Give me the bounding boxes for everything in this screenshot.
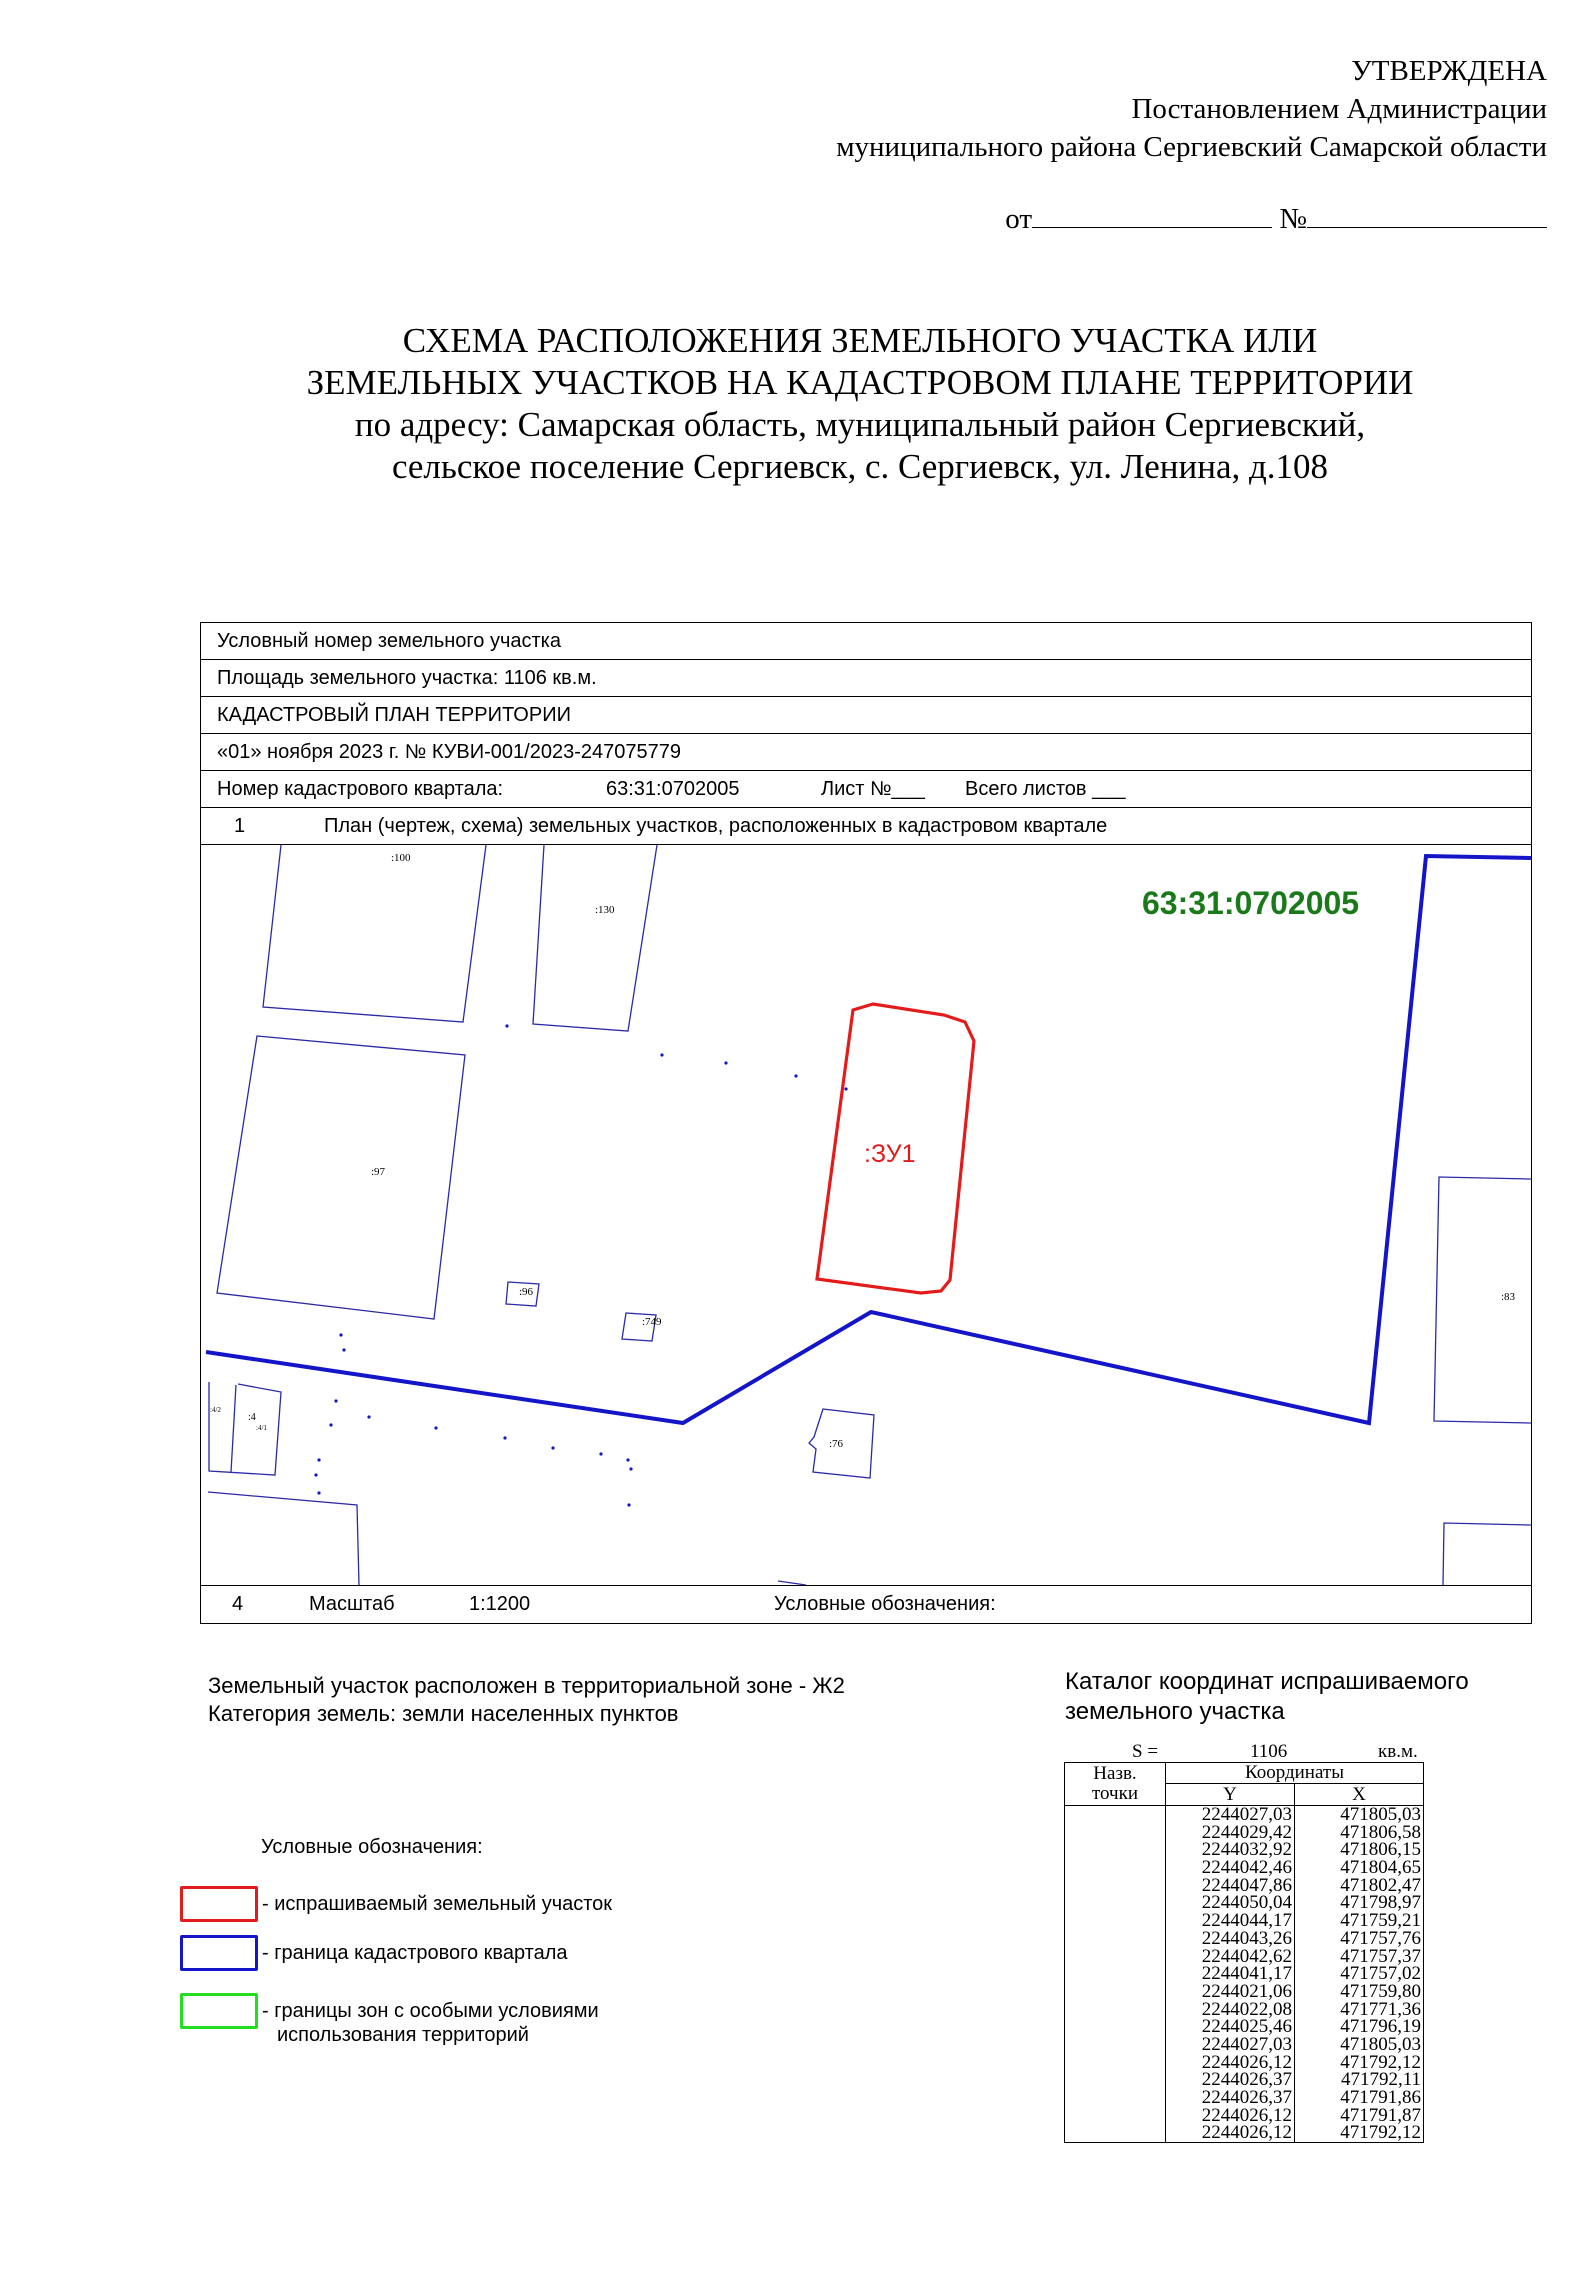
catalog-cell-x: 471798,97	[1340, 1892, 1421, 1914]
catalog-row	[1166, 1980, 1423, 2002]
catalog-cell-x: 471792,11	[1340, 2069, 1421, 2091]
catalog-cell-x: 471802,47	[1340, 1874, 1421, 1896]
catalog-point-names-column	[1065, 1806, 1166, 2142]
catalog-title-line-1: Каталог координат испрашиваемого	[1065, 1668, 1469, 1695]
zone-info-line-2: Категория земель: земли населенных пунктов	[208, 1701, 679, 1726]
plot-label: :ЗУ1	[864, 1140, 916, 1168]
parcel-83	[1434, 1177, 1531, 1423]
catalog-cell-y: 2244032,92	[1166, 1841, 1295, 1859]
date-prefix: от	[1005, 203, 1033, 235]
catalog-cell-x: 471806,15	[1340, 1839, 1421, 1861]
legend-title: Условные обозначения:	[261, 1836, 483, 1858]
catalog-col-point-line-1: Назв.	[1093, 1763, 1137, 1784]
quarter-number-label-map: 63:31:0702005	[1142, 885, 1360, 921]
catalog-row	[1166, 2124, 1423, 2142]
plot-number-row: Условный номер земельного участка	[201, 623, 1531, 660]
catalog-cell-x: 471806,58	[1340, 1821, 1421, 1843]
parcel-label-4-2: :4/2	[210, 1406, 221, 1414]
title-line-2: ЗЕМЕЛЬНЫХ УЧАСТКОВ НА КАДАСТРОВОМ ПЛАНЕ ТЕРРИТОРИИ	[306, 363, 1414, 402]
parcel-label-76: :76	[829, 1438, 844, 1450]
catalog-title	[1065, 1667, 1469, 1727]
legend-label-quarter-boundary: - граница кадастрового квартала	[262, 1942, 568, 1964]
catalog-cell-y: 2244042,62	[1166, 1948, 1295, 1966]
parcel-label-4: :4	[248, 1412, 256, 1423]
catalog-grid	[1064, 1762, 1424, 2143]
catalog-cell-x: 471791,87	[1340, 2104, 1421, 2126]
catalog-cell-y: 2244027,03	[1166, 2036, 1295, 2054]
legend-label-special-zones-line-2: использования территорий	[277, 2024, 529, 2046]
legend-label-special-zones	[262, 1999, 599, 2047]
document-title	[0, 320, 1595, 488]
plan-caption-num: 1	[234, 815, 246, 837]
catalog-cell-x: 471791,86	[1340, 2087, 1421, 2108]
catalog-cell-x: 471805,03	[1340, 2033, 1421, 2055]
catalog-cell-y: 2244044,17	[1166, 1912, 1295, 1930]
total-sheets: Всего листов ___	[965, 778, 1126, 800]
parcel-bottom-edge	[778, 1581, 806, 1585]
number-blank	[1307, 201, 1547, 228]
catalog-col-point	[1065, 1763, 1166, 1805]
catalog-cell-x: 471796,19	[1340, 2016, 1421, 2038]
zone-info	[208, 1672, 845, 1728]
plot-area-row: Площадь земельного участка: 1106 кв.м.	[201, 660, 1531, 697]
catalog-cell-y: 2244021,06	[1166, 1983, 1295, 2001]
catalog-cell-y: 2244026,12	[1166, 2107, 1295, 2125]
approval-authority: муниципального района Сергиевский Самарской области	[836, 131, 1547, 163]
catalog-cell-y: 2244050,04	[1166, 1894, 1295, 1912]
approval-date-line	[836, 200, 1547, 238]
zone-info-line-1: Земельный участок расположен в территориальной зоне - Ж2	[208, 1673, 845, 1698]
catalog-cell-y: 2244047,86	[1166, 1877, 1295, 1895]
parcel-97	[217, 1036, 465, 1319]
title-line-3: по адресу: Самарская область, муниципальный район Сергиевский,	[354, 405, 1366, 444]
catalog-cell-y: 2244025,46	[1166, 2018, 1295, 2036]
catalog-cell-y: 2244026,12	[1166, 2124, 1295, 2142]
catalog-col-point-line-2: точки	[1091, 1783, 1138, 1804]
catalog-cell-y: 2244041,17	[1166, 1965, 1295, 1983]
coordinates-catalog	[1064, 1742, 1424, 2143]
catalog-header	[1065, 1763, 1423, 1806]
catalog-area-value: 1106	[1250, 1741, 1288, 1762]
catalog-cell-y: 2244027,03	[1166, 1806, 1295, 1824]
parcel-label-130: :130	[595, 904, 615, 916]
catalog-cell-x: 471792,12	[1340, 2122, 1421, 2144]
number-prefix: №	[1279, 203, 1307, 235]
title-line-1: СХЕМА РАСПОЛОЖЕНИЯ ЗЕМЕЛЬНОГО УЧАСТКА ИЛИ	[402, 321, 1318, 360]
quarter-number-value: 63:31:0702005	[606, 778, 740, 800]
extract-row: «01» ноября 2023 г. № КУВИ-001/2023-247075779	[201, 734, 1531, 771]
catalog-cell-x: 471792,12	[1340, 2051, 1421, 2073]
parcel-label-83: :83	[1501, 1291, 1516, 1303]
catalog-col-coords-label: Координаты	[1166, 1763, 1423, 1784]
survey-points	[314, 1024, 847, 1506]
title-line-4: сельское поселение Сергиевск, с. Сергиевск, ул. Ленина, д.108	[391, 447, 1329, 486]
catalog-area-unit: кв.м.	[1378, 1741, 1418, 1762]
catalog-title-line-2: земельного участка	[1065, 1698, 1285, 1725]
catalog-cell-x: 471771,36	[1340, 1998, 1421, 2020]
sheet-number: Лист №___	[821, 778, 925, 800]
quarter-number-row	[201, 771, 1531, 808]
catalog-row	[1166, 1927, 1423, 1949]
catalog-area-label: S =	[1132, 1741, 1159, 1762]
legend-swatch-red	[180, 1886, 258, 1922]
catalog-cell-x: 471757,37	[1340, 1945, 1421, 1967]
catalog-body	[1065, 1806, 1423, 2142]
catalog-cell-y: 2244026,37	[1166, 2071, 1295, 2089]
catalog-cell-x: 471804,65	[1340, 1857, 1421, 1879]
parcel-4	[209, 1382, 281, 1475]
approval-issuer: Постановлением Администрации	[1131, 93, 1547, 125]
catalog-col-y: Y	[1166, 1784, 1295, 1805]
parcel-bottom-left	[208, 1492, 359, 1585]
parcel-4-divider	[231, 1385, 236, 1472]
quarter-number-label: Номер кадастрового квартала:	[217, 778, 504, 800]
parcel-label-749: :749	[642, 1316, 662, 1328]
scale-row-num: 4	[232, 1593, 244, 1615]
catalog-cell-y: 2244042,46	[1166, 1859, 1295, 1877]
date-blank	[1032, 201, 1272, 228]
parcel-label-97: :97	[371, 1166, 386, 1178]
legend-label-requested-plot: - испрашиваемый земельный участок	[262, 1893, 613, 1915]
catalog-row	[1166, 2033, 1423, 2055]
parcel-label-100: :100	[391, 852, 411, 864]
catalog-area-row	[1064, 1742, 1424, 1762]
scale-value: 1:1200	[469, 1593, 531, 1615]
approval-title: УТВЕРЖДЕНА	[1351, 55, 1547, 87]
catalog-cell-x: 471759,80	[1340, 1980, 1421, 2002]
catalog-cell-x: 471805,03	[1340, 1804, 1421, 1825]
catalog-cell-y: 2244029,42	[1166, 1824, 1295, 1842]
parcel-label-4-1: :4/1	[256, 1424, 267, 1432]
catalog-rows	[1166, 1806, 1423, 2142]
parcel-100	[263, 845, 486, 1022]
cadastral-frame	[200, 622, 1532, 1624]
parcel-130	[533, 845, 657, 1031]
plan-caption-text: План (чертеж, схема) земельных участков, расположенных в кадастровом квартале	[324, 815, 1108, 837]
catalog-col-coords	[1166, 1763, 1423, 1805]
catalog-cell-y: 2244022,08	[1166, 2001, 1295, 2019]
map-svg	[201, 845, 1531, 1585]
scale-row	[201, 1586, 1531, 1623]
scale-label: Масштаб	[309, 1593, 395, 1615]
parcel-right-bottom	[1443, 1523, 1531, 1585]
catalog-cell-y: 2244026,12	[1166, 2054, 1295, 2072]
catalog-cell-y: 2244026,37	[1166, 2089, 1295, 2107]
legend-swatch-blue	[180, 1935, 258, 1971]
catalog-cell-x: 471759,21	[1340, 1910, 1421, 1932]
parcel-boundaries	[208, 845, 1531, 1585]
frame-legend-label: Условные обозначения:	[774, 1593, 996, 1615]
cadastral-plan-row: КАДАСТРОВЫЙ ПЛАН ТЕРРИТОРИИ	[201, 697, 1531, 734]
catalog-col-x: X	[1352, 1784, 1366, 1805]
catalog-cell-x: 471757,02	[1340, 1963, 1421, 1985]
catalog-cell-x: 471757,76	[1340, 1927, 1421, 1949]
legend-label-special-zones-line-1: - границы зон с особыми условиями	[262, 2000, 599, 2022]
legend-swatch-green	[180, 1993, 258, 2029]
parcel-label-96: :96	[519, 1286, 534, 1298]
plan-caption-row	[201, 808, 1531, 845]
cadastral-map	[201, 845, 1531, 1586]
approval-block	[836, 52, 1547, 238]
catalog-cell-y: 2244043,26	[1166, 1930, 1295, 1948]
